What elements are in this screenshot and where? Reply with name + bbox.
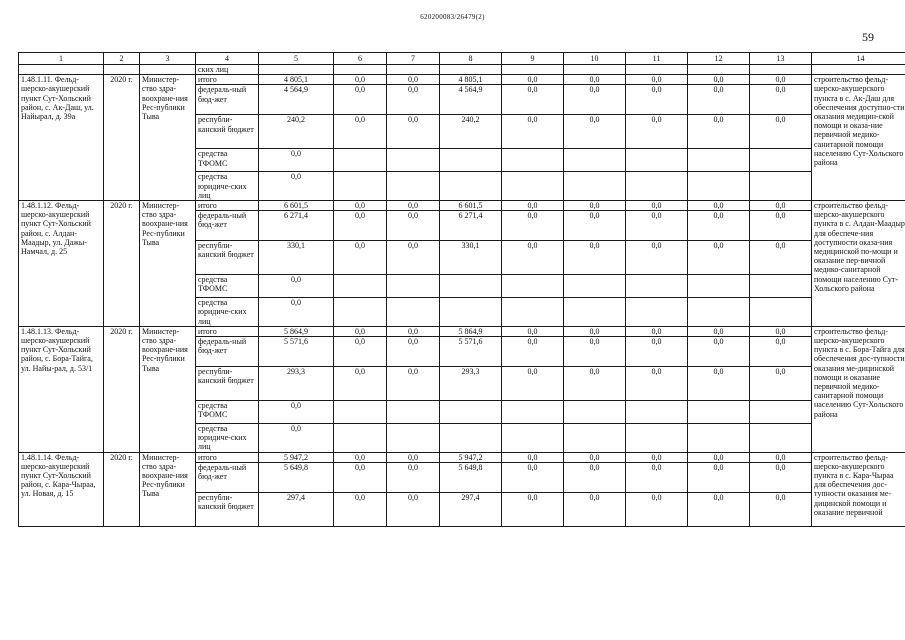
value-cell: 0,0 xyxy=(502,75,564,85)
column-number-4: 4 xyxy=(196,53,259,65)
value-cell: 0,0 xyxy=(750,211,812,241)
value-cell xyxy=(387,172,440,201)
value-cell: 6 271,4 xyxy=(259,211,334,241)
value-cell: 0,0 xyxy=(502,337,564,367)
value-cell xyxy=(750,275,812,298)
page-number: 59 xyxy=(862,30,874,44)
value-cell xyxy=(502,275,564,298)
value-cell xyxy=(750,401,812,424)
cell xyxy=(564,65,626,75)
column-number-row xyxy=(19,53,905,65)
cell xyxy=(626,65,688,75)
column-number-7: 7 xyxy=(387,53,440,65)
value-cell: 0,0 xyxy=(387,492,440,526)
funding-source-cell: средства юридиче-ских лиц xyxy=(196,424,259,453)
value-cell: 0,0 xyxy=(750,326,812,336)
value-cell: 0,0 xyxy=(502,326,564,336)
value-cell: 0,0 xyxy=(750,492,812,526)
value-cell: 6 601,5 xyxy=(440,201,502,211)
value-cell: 0,0 xyxy=(259,275,334,298)
table-body xyxy=(19,53,905,527)
value-cell: 0,0 xyxy=(259,298,334,327)
value-cell xyxy=(502,424,564,453)
value-cell xyxy=(334,401,387,424)
value-cell: 0,0 xyxy=(334,241,387,275)
value-cell: 0,0 xyxy=(387,337,440,367)
value-cell: 0,0 xyxy=(564,462,626,492)
value-cell: 0,0 xyxy=(626,241,688,275)
funding-source-cell: республи-канский бюджет xyxy=(196,367,259,401)
object-name-cell: 1.48.1.14. Фельд-шерско-акушерский пункт Сут-Хольский район, с. Кара-Чыраа, ул. Новая, д. 15 xyxy=(19,452,104,526)
value-cell: 0,0 xyxy=(387,211,440,241)
value-cell: 5 571,6 xyxy=(259,337,334,367)
value-cell: 0,0 xyxy=(259,172,334,201)
document-code: 620200083/26479(2) xyxy=(420,13,485,21)
value-cell: 0,0 xyxy=(626,211,688,241)
value-cell xyxy=(688,149,750,172)
funding-source-cell: средства ТФОМС xyxy=(196,401,259,424)
value-cell xyxy=(334,275,387,298)
value-cell: 0,0 xyxy=(564,337,626,367)
value-cell: 0,0 xyxy=(502,462,564,492)
value-cell xyxy=(750,149,812,172)
value-cell: 0,0 xyxy=(564,85,626,115)
value-cell xyxy=(334,149,387,172)
value-cell: 297,4 xyxy=(259,492,334,526)
table-row xyxy=(19,75,905,85)
cell: ских лиц xyxy=(196,65,259,75)
cell xyxy=(502,65,564,75)
object-name-cell: 1.48.1.12. Фельд-шерско-акушерский пункт Сут-Хольский район, с. Алдан-Маадыр, ул. Дажы-Намчал, д. 25 xyxy=(19,201,104,327)
value-cell: 4 805,1 xyxy=(440,75,502,85)
value-cell: 0,0 xyxy=(626,492,688,526)
value-cell: 0,0 xyxy=(334,201,387,211)
value-cell: 0,0 xyxy=(750,367,812,401)
value-cell: 0,0 xyxy=(502,211,564,241)
value-cell: 0,0 xyxy=(626,326,688,336)
value-cell: 0,0 xyxy=(750,115,812,149)
value-cell: 5 864,9 xyxy=(259,326,334,336)
funding-source-cell: федераль-ный бюд-жет xyxy=(196,211,259,241)
value-cell xyxy=(626,172,688,201)
value-cell: 0,0 xyxy=(334,326,387,336)
value-cell: 0,0 xyxy=(688,201,750,211)
value-cell: 0,0 xyxy=(688,241,750,275)
value-cell xyxy=(440,401,502,424)
year-cell: 2020 г. xyxy=(104,75,140,201)
column-number-2: 2 xyxy=(104,53,140,65)
value-cell xyxy=(564,298,626,327)
value-cell xyxy=(688,424,750,453)
table-row xyxy=(19,452,905,462)
value-cell: 0,0 xyxy=(688,452,750,462)
value-cell: 0,0 xyxy=(626,75,688,85)
cell xyxy=(750,65,812,75)
value-cell: 4 564,9 xyxy=(259,85,334,115)
value-cell: 330,1 xyxy=(259,241,334,275)
value-cell xyxy=(564,172,626,201)
column-number-9: 9 xyxy=(502,53,564,65)
value-cell: 293,3 xyxy=(440,367,502,401)
value-cell: 0,0 xyxy=(564,201,626,211)
funding-source-cell: республи-канский бюджет xyxy=(196,492,259,526)
value-cell: 0,0 xyxy=(387,452,440,462)
funding-source-cell: республи-канский бюджет xyxy=(196,241,259,275)
cell xyxy=(19,65,104,75)
value-cell xyxy=(387,149,440,172)
value-cell: 6 271,4 xyxy=(440,211,502,241)
value-cell xyxy=(440,275,502,298)
value-cell: 0,0 xyxy=(750,337,812,367)
value-cell: 0,0 xyxy=(750,85,812,115)
budget-table xyxy=(18,52,905,527)
value-cell: 0,0 xyxy=(387,367,440,401)
value-cell: 0,0 xyxy=(626,367,688,401)
funding-source-cell: итого xyxy=(196,452,259,462)
column-number-14: 14 xyxy=(812,53,905,65)
value-cell: 240,2 xyxy=(440,115,502,149)
value-cell: 0,0 xyxy=(750,462,812,492)
value-cell: 0,0 xyxy=(334,75,387,85)
value-cell: 0,0 xyxy=(387,462,440,492)
cell xyxy=(259,65,334,75)
value-cell xyxy=(626,298,688,327)
agency-cell: Министер-ство здра-воохране-ния Рес-публики Тыва xyxy=(140,452,196,526)
value-cell xyxy=(626,401,688,424)
value-cell: 0,0 xyxy=(564,367,626,401)
cell xyxy=(140,65,196,75)
value-cell: 293,3 xyxy=(259,367,334,401)
value-cell: 0,0 xyxy=(387,241,440,275)
value-cell: 0,0 xyxy=(626,85,688,115)
year-cell: 2020 г. xyxy=(104,452,140,526)
cell xyxy=(334,65,387,75)
value-cell: 0,0 xyxy=(688,492,750,526)
funding-source-cell: федераль-ный бюд-жет xyxy=(196,462,259,492)
value-cell xyxy=(688,172,750,201)
column-number-12: 12 xyxy=(688,53,750,65)
value-cell: 0,0 xyxy=(387,326,440,336)
value-cell xyxy=(626,424,688,453)
agency-cell: Министер-ство здра-воохране-ния Рес-публики Тыва xyxy=(140,201,196,327)
value-cell: 0,0 xyxy=(334,462,387,492)
continuation-row xyxy=(19,65,905,75)
funding-source-cell: средства юридиче-ских лиц xyxy=(196,172,259,201)
value-cell: 4 805,1 xyxy=(259,75,334,85)
value-cell: 0,0 xyxy=(259,401,334,424)
value-cell: 0,0 xyxy=(387,201,440,211)
cell xyxy=(688,65,750,75)
value-cell xyxy=(502,149,564,172)
value-cell: 0,0 xyxy=(688,85,750,115)
cell xyxy=(387,65,440,75)
value-cell: 0,0 xyxy=(334,115,387,149)
value-cell xyxy=(564,275,626,298)
value-cell xyxy=(502,298,564,327)
value-cell xyxy=(502,172,564,201)
value-cell xyxy=(387,424,440,453)
value-cell xyxy=(387,401,440,424)
value-cell: 5 864,9 xyxy=(440,326,502,336)
value-cell xyxy=(440,149,502,172)
column-number-6: 6 xyxy=(334,53,387,65)
value-cell: 330,1 xyxy=(440,241,502,275)
value-cell xyxy=(564,149,626,172)
value-cell: 0,0 xyxy=(334,452,387,462)
value-cell: 0,0 xyxy=(564,115,626,149)
value-cell: 0,0 xyxy=(564,452,626,462)
value-cell: 0,0 xyxy=(502,201,564,211)
value-cell: 240,2 xyxy=(259,115,334,149)
funding-source-cell: итого xyxy=(196,75,259,85)
column-number-11: 11 xyxy=(626,53,688,65)
column-number-10: 10 xyxy=(564,53,626,65)
value-cell: 0,0 xyxy=(502,367,564,401)
value-cell: 5 947,2 xyxy=(259,452,334,462)
value-cell xyxy=(502,401,564,424)
value-cell: 5 649,8 xyxy=(440,462,502,492)
value-cell xyxy=(387,275,440,298)
value-cell: 0,0 xyxy=(750,75,812,85)
table-row xyxy=(19,326,905,336)
value-cell: 5 947,2 xyxy=(440,452,502,462)
value-cell xyxy=(440,172,502,201)
value-cell: 0,0 xyxy=(688,462,750,492)
value-cell: 0,0 xyxy=(688,75,750,85)
value-cell: 0,0 xyxy=(502,492,564,526)
value-cell: 0,0 xyxy=(750,452,812,462)
column-number-1: 1 xyxy=(19,53,104,65)
cell xyxy=(104,65,140,75)
value-cell: 4 564,9 xyxy=(440,85,502,115)
value-cell: 0,0 xyxy=(502,452,564,462)
value-cell: 0,0 xyxy=(626,337,688,367)
funding-source-cell: средства ТФОМС xyxy=(196,275,259,298)
value-cell: 0,0 xyxy=(564,326,626,336)
value-cell xyxy=(334,298,387,327)
value-cell xyxy=(440,298,502,327)
year-cell: 2020 г. xyxy=(104,201,140,327)
description-cell: строительство фельд-шерско-акушерского пункта в с. Алдан-Маадыр для обеспече-ния доступности оказа-ния медицинской по-мощи и оказание пер-вичной медико-санитарной помощи населению Сут-Хольского района xyxy=(812,201,905,327)
value-cell xyxy=(564,401,626,424)
value-cell xyxy=(688,275,750,298)
column-number-5: 5 xyxy=(259,53,334,65)
value-cell: 6 601,5 xyxy=(259,201,334,211)
value-cell: 0,0 xyxy=(259,424,334,453)
value-cell: 0,0 xyxy=(564,211,626,241)
value-cell: 0,0 xyxy=(334,211,387,241)
funding-source-cell: федераль-ный бюд-жет xyxy=(196,337,259,367)
agency-cell: Министер-ство здра-воохране-ния Рес-публики Тыва xyxy=(140,326,196,452)
value-cell: 0,0 xyxy=(259,149,334,172)
value-cell: 0,0 xyxy=(502,241,564,275)
value-cell: 0,0 xyxy=(750,201,812,211)
value-cell: 0,0 xyxy=(688,337,750,367)
value-cell xyxy=(334,172,387,201)
cell xyxy=(812,65,905,75)
value-cell: 0,0 xyxy=(387,85,440,115)
cell xyxy=(440,65,502,75)
column-number-8: 8 xyxy=(440,53,502,65)
value-cell xyxy=(750,298,812,327)
description-cell: строительство фельд-шерско-акушерского пункта в с. Ак-Даш для обеспечения доступно-сти оказания медицин-ской помощи и оказа-ние первичной медико-санитарной помощи населению Сут-Хольского района xyxy=(812,75,905,201)
value-cell: 0,0 xyxy=(688,115,750,149)
value-cell: 0,0 xyxy=(626,115,688,149)
table-row xyxy=(19,201,905,211)
column-number-13: 13 xyxy=(750,53,812,65)
value-cell: 297,4 xyxy=(440,492,502,526)
value-cell: 0,0 xyxy=(688,367,750,401)
funding-source-cell: итого xyxy=(196,201,259,211)
value-cell xyxy=(626,275,688,298)
funding-source-cell: федераль-ный бюд-жет xyxy=(196,85,259,115)
value-cell xyxy=(626,149,688,172)
funding-source-cell: республи-канский бюджет xyxy=(196,115,259,149)
value-cell: 0,0 xyxy=(334,85,387,115)
value-cell xyxy=(387,298,440,327)
value-cell: 0,0 xyxy=(334,367,387,401)
object-name-cell: 1.48.1.13. Фельд-шерско-акушерский пункт Сут-Хольский район, с. Бора-Тайга, ул. Найы-рал, д. 53/1 xyxy=(19,326,104,452)
value-cell: 0,0 xyxy=(750,241,812,275)
value-cell xyxy=(688,401,750,424)
value-cell: 0,0 xyxy=(564,241,626,275)
value-cell: 0,0 xyxy=(334,492,387,526)
value-cell: 0,0 xyxy=(564,75,626,85)
value-cell: 0,0 xyxy=(334,337,387,367)
value-cell xyxy=(750,172,812,201)
agency-cell: Министер-ство здра-воохране-ния Рес-публики Тыва xyxy=(140,75,196,201)
funding-source-cell: итого xyxy=(196,326,259,336)
year-cell: 2020 г. xyxy=(104,326,140,452)
value-cell: 0,0 xyxy=(626,452,688,462)
value-cell: 0,0 xyxy=(564,492,626,526)
value-cell xyxy=(564,424,626,453)
value-cell: 0,0 xyxy=(387,115,440,149)
description-cell: строительство фельд-шерско-акушерского пункта в с. Кара-Чыраа для обеспечения дос-тупности оказания ме-дицинской помощи и оказание первичной xyxy=(812,452,905,526)
description-cell: строительство фельд-шерско-акушерского пункта в с. Бора-Тайга для обеспечения дос-тупности оказания ме-дицинской помощи и оказание первичной медико-санитарной помощи населению Сут-Хольского района xyxy=(812,326,905,452)
value-cell: 0,0 xyxy=(387,75,440,85)
column-number-3: 3 xyxy=(140,53,196,65)
value-cell xyxy=(750,424,812,453)
value-cell xyxy=(334,424,387,453)
value-cell: 5 571,6 xyxy=(440,337,502,367)
value-cell: 0,0 xyxy=(688,326,750,336)
funding-source-cell: средства ТФОМС xyxy=(196,149,259,172)
value-cell: 5 649,8 xyxy=(259,462,334,492)
value-cell xyxy=(440,424,502,453)
funding-source-cell: средства юридиче-ских лиц xyxy=(196,298,259,327)
value-cell: 0,0 xyxy=(688,211,750,241)
object-name-cell: 1.48.1.11. Фельд-шерско-акушерский пункт Сут-Хольский район, с. Ак-Даш, ул. Найырал, д. 39а xyxy=(19,75,104,201)
value-cell: 0,0 xyxy=(502,115,564,149)
value-cell xyxy=(688,298,750,327)
value-cell: 0,0 xyxy=(626,201,688,211)
value-cell: 0,0 xyxy=(502,85,564,115)
value-cell: 0,0 xyxy=(626,462,688,492)
